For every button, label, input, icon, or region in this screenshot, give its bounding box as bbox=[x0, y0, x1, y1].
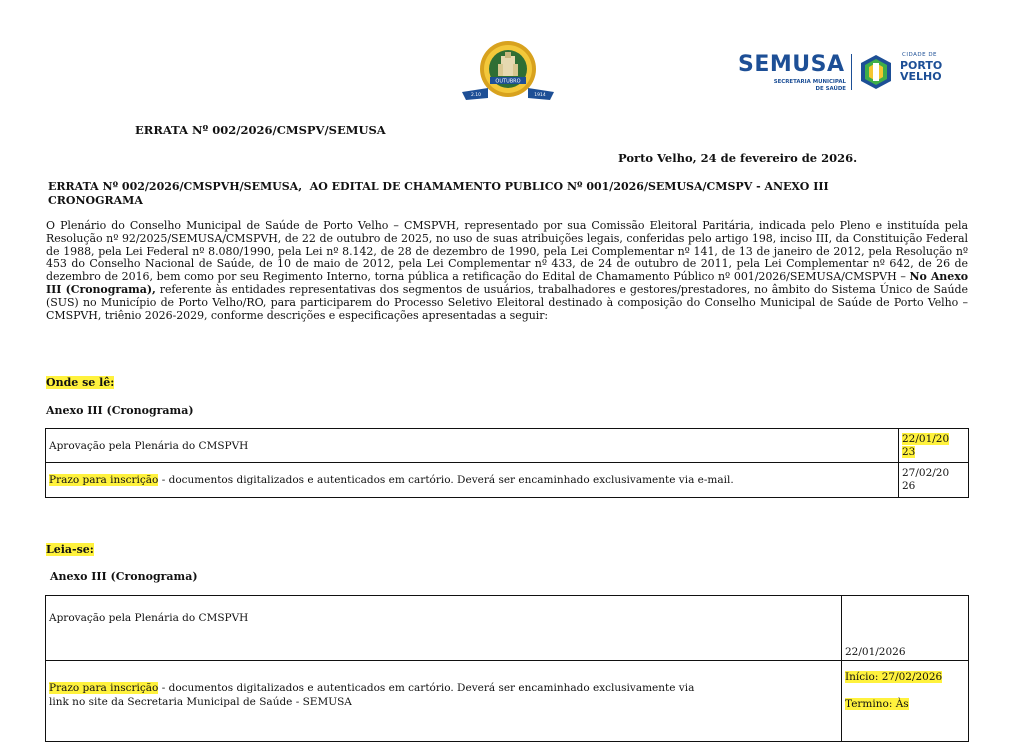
desc-rest: - documentos digitalizados e autenticados em cartório. Deverá ser encaminhado exclusivamente via bbox=[158, 682, 695, 694]
semusa-logo bbox=[738, 50, 948, 94]
seal-left-year: 2.10 bbox=[470, 93, 482, 98]
desc-line2: link no site da Secretaria Municipal de Saúde - SEMUSA bbox=[49, 696, 352, 708]
table-row bbox=[46, 596, 969, 661]
leia-se-table bbox=[45, 595, 969, 742]
table-cell-date bbox=[899, 429, 969, 463]
table-cell-desc bbox=[46, 463, 899, 498]
semusa-wordmark: SEMUSA bbox=[738, 52, 845, 77]
table-row bbox=[46, 463, 969, 498]
semusa-subtitle bbox=[750, 79, 846, 92]
body-text-part2: referente às entidades representativas dos segmentos de usuários, trabalhadores e gestores/prestadores, no âmbito do Sistema Único de Saúde (SUS) no Município de Porto Velho/RO, para participarem do Processo Seletivo Eleitoral destinado à composição do Conselho Municipal de Saúde de Porto Velho – CMSPVH, triênio 2026-2029, conforme descrições e especificações apresentadas a seguir: bbox=[46, 282, 968, 322]
table-row bbox=[46, 661, 969, 742]
table-cell-desc: Aprovação pela Plenária do CMSPVH bbox=[46, 429, 899, 463]
semusa-subtitle-line2: DE SAÚDE bbox=[815, 85, 846, 92]
leia-se-text: Leia-se: bbox=[46, 543, 94, 556]
leia-se-label bbox=[46, 543, 94, 556]
table-cell-desc: Aprovação pela Plenária do CMSPVH bbox=[46, 596, 842, 661]
desc-highlight: Prazo para inscrição bbox=[49, 474, 159, 486]
onde-se-le-annex: Anexo III (Cronograma) bbox=[46, 404, 194, 417]
desc-rest: - documentos digitalizados e autenticados em cartório. Deverá ser encaminhado exclusivamente via e-mail. bbox=[158, 474, 734, 486]
table-cell-date: 22/01/2026 bbox=[842, 596, 969, 661]
date-line2: 23 bbox=[902, 445, 916, 458]
logo-divider bbox=[851, 54, 852, 90]
city-name bbox=[900, 60, 942, 82]
city-prefix: CIDADE DE bbox=[902, 52, 938, 58]
semusa-subtitle-line1: SECRETARIA MUNICIPAL bbox=[773, 79, 846, 85]
document-heading bbox=[48, 180, 968, 208]
heading-line1: ERRATA Nº 002/2026/CMSPVH/SEMUSA, AO EDITAL DE CHAMAMENTO PUBLICO Nº 001/2026/SEMUSA/CMSPV - ANEXO III bbox=[48, 180, 829, 193]
onde-se-le-text: Onde se lê: bbox=[46, 376, 115, 389]
onde-se-le-table bbox=[45, 428, 969, 498]
date-start: Início: 27/02/2026 bbox=[845, 671, 943, 683]
table-row bbox=[46, 429, 969, 463]
porto-velho-mark-icon bbox=[858, 54, 894, 90]
seal-right-year: 1914 bbox=[534, 93, 546, 98]
heading-line2: CRONOGRAMA bbox=[48, 194, 143, 207]
body-text-bold: No Anexo III (Cronograma), bbox=[46, 270, 968, 296]
date-line1: 22/01/20 bbox=[902, 432, 950, 445]
date-line1: 27/02/20 bbox=[902, 467, 950, 479]
document-date: Porto Velho, 24 de fevereiro de 2026. bbox=[618, 151, 858, 165]
table-cell-desc bbox=[46, 661, 842, 742]
onde-se-le-label bbox=[46, 376, 114, 389]
body-text-part1: O Plenário do Conselho Municipal de Saúde de Porto Velho – CMSPVH, representado por sua Comissão Eleitoral Paritária, indicada pelo Pleno e instituída pela Resolução nº 92/2025/SEMUSA/CMSPVH, de 22 de outubro de 2025, no uso de suas atribuições legais, conferidas pelo artigo 198, inciso III, da Constituição Federal de 1988, pela Lei Federal nº 8.080/1990, pela Lei nº 8.142, de 28 de dezembro de 1990, pela Lei Complementar nº 141, de 13 de janeiro de 2012, pela Resolução nº 453 do Conselho Nacional de Saúde, de 10 de maio de 2012, pela Lei Complementar nº 433, de 24 de outubro de 2011, pela Lei Complementar nº 642, de 26 de dezembro de 2016, bem como por seu Regimento Interno, torna pública a retificação do Edital de Chamamento Público nº 001/2026/SEMUSA/CMSPVH – bbox=[46, 219, 968, 284]
desc-highlight: Prazo para inscrição bbox=[49, 682, 159, 694]
table-cell-date bbox=[899, 463, 969, 498]
document-title: ERRATA Nº 002/2026/CMSPV/SEMUSA bbox=[135, 123, 386, 137]
date-end: Termino: Às bbox=[845, 698, 909, 710]
seal-ribbon-text: OUTUBRO bbox=[495, 78, 521, 85]
municipal-seal-icon bbox=[458, 40, 558, 106]
city-name-line1: PORTO bbox=[900, 59, 943, 72]
city-name-line2: VELHO bbox=[900, 70, 942, 83]
body-paragraph bbox=[46, 220, 968, 322]
date-line2: 26 bbox=[902, 480, 916, 492]
leia-se-annex: Anexo III (Cronograma) bbox=[50, 570, 198, 583]
table-cell-date bbox=[842, 661, 969, 742]
